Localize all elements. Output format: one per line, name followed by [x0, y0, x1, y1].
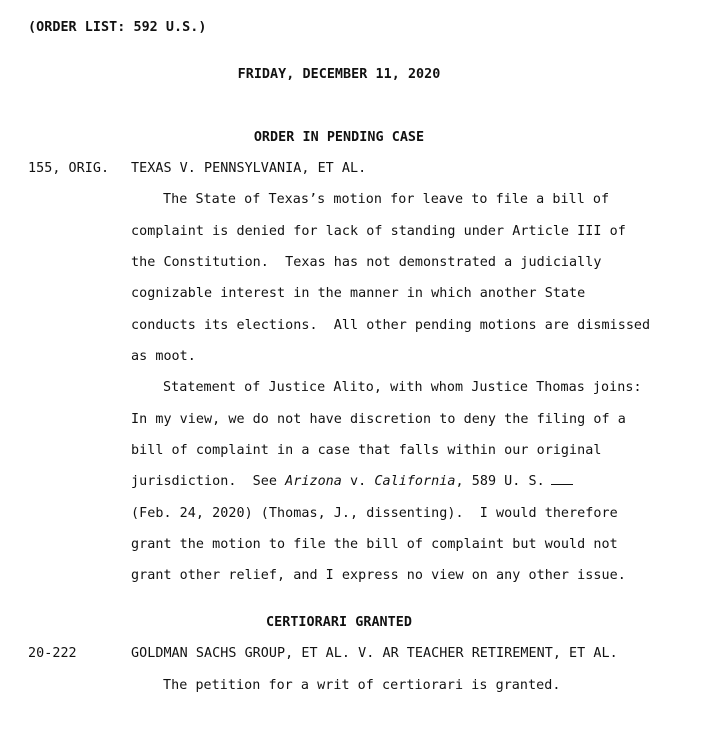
- statement-line: In my view, we do not have discretion to deny the filing of a: [131, 412, 626, 427]
- case-title: TEXAS V. PENNSYLVANIA, ET AL.: [131, 161, 367, 176]
- citation-case-b: California: [374, 474, 456, 489]
- order-date: FRIDAY, DECEMBER 11, 2020: [237, 67, 441, 82]
- statement-line: grant other relief, and I express no view on any other issue.: [131, 568, 626, 583]
- statement-line: bill of complaint in a case that falls within our original: [131, 443, 602, 458]
- case-number: 155, ORIG.: [28, 161, 110, 176]
- section-heading-pending: ORDER IN PENDING CASE: [253, 130, 425, 145]
- citation-reporter: , 589 U. S.: [455, 474, 545, 489]
- order-paragraph-line: conducts its elections. All other pending motions are dismissed: [131, 318, 651, 333]
- page-number-blank: [551, 476, 573, 485]
- citation-case-a: Arizona: [285, 474, 342, 489]
- case-title: GOLDMAN SACHS GROUP, ET AL. V. AR TEACHER RETIREMENT, ET AL.: [131, 646, 618, 661]
- order-paragraph-line: as moot.: [131, 349, 196, 364]
- statement-line: grant the motion to file the bill of complaint but would not: [131, 537, 618, 552]
- order-paragraph-line: The petition for a writ of certiorari is granted.: [163, 678, 561, 693]
- section-heading-certiorari: CERTIORARI GRANTED: [265, 615, 412, 630]
- order-list-label: (ORDER LIST: 592 U.S.): [28, 20, 207, 35]
- statement-line: (Feb. 24, 2020) (Thomas, J., dissenting). I would therefore: [131, 506, 618, 521]
- case-number: 20-222: [28, 646, 77, 661]
- citation-line: [131, 474, 573, 490]
- statement-line: Statement of Justice Alito, with whom Justice Thomas joins:: [163, 380, 642, 395]
- order-paragraph-line: The State of Texas’s motion for leave to file a bill of: [163, 192, 610, 207]
- order-paragraph-line: cognizable interest in the manner in which another State: [131, 286, 586, 301]
- order-paragraph-line: the Constitution. Texas has not demonstrated a judicially: [131, 255, 602, 270]
- citation-versus: v.: [341, 474, 375, 489]
- citation-prefix: jurisdiction. See: [131, 474, 286, 489]
- order-paragraph-line: complaint is denied for lack of standing under Article III of: [131, 224, 626, 239]
